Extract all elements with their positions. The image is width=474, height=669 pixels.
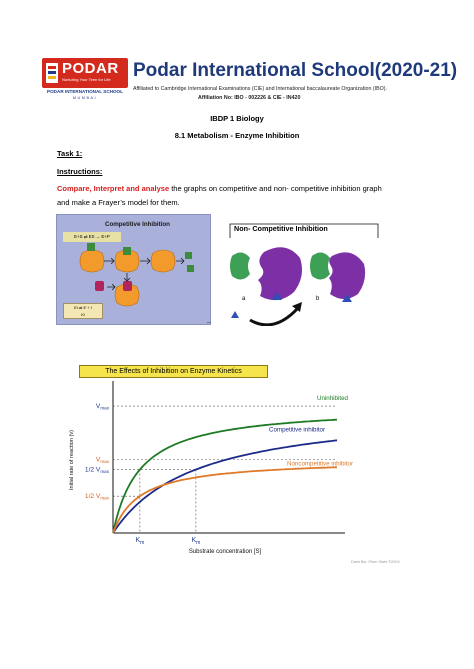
chart-title: The Effects of Inhibition on Enzyme Kinetics [105, 368, 242, 375]
x-tick-label: $K_m$ [135, 537, 145, 546]
chart-plot [65, 363, 405, 569]
course-heading: IBDP 1 Biology [210, 114, 264, 123]
inhibitor-shape [231, 311, 239, 318]
logo-word: PODAR [62, 60, 119, 77]
school-logo [42, 58, 128, 102]
product-shape [185, 252, 192, 259]
logo-emblem-icon [45, 60, 59, 86]
series-line [113, 420, 337, 533]
series-label: Competitive inhibitor [269, 426, 326, 434]
noncompetitive-figure-title: Non- Competitive Inhibition [234, 224, 328, 233]
substrate-shape [87, 243, 95, 251]
affiliation-line-2: Affiliation No: IBO - 002226 & CIE - IN420 [198, 95, 301, 101]
enzyme-kinetics-chart [65, 363, 405, 569]
instruction-line-1 [57, 184, 382, 193]
enzyme-shape [151, 250, 175, 272]
x-axis-title: Substrate concentration [S] [188, 549, 262, 555]
y-tick-label: $V_{max}$ [95, 456, 109, 464]
chart-watermark: Dash Bio. Penn State ©2004 [351, 560, 400, 564]
series-line [113, 440, 337, 533]
affiliation-line-1: Affiliated to Cambridge International Examinations (CIE) and International baccalaureate Organization (IBO). [133, 86, 387, 92]
instructions-heading: Instructions: [57, 167, 103, 176]
y-tick-label: $V_{max}$ [95, 403, 109, 411]
reaction-arrow [176, 258, 184, 264]
instruction-line-2: and make a Frayer’s model for them. [57, 198, 180, 207]
series-label: Uninhibited [317, 395, 348, 403]
substrate-shape [123, 247, 131, 255]
curved-arrow [250, 308, 298, 325]
school-title: Podar International School(2020-21) [133, 60, 458, 81]
series-line [113, 467, 337, 533]
instruction-text: the graphs on competitive and non- competitive inhibition graph [169, 184, 382, 193]
enzyme-shape [329, 252, 365, 299]
label-b: b [316, 296, 320, 302]
noncompetitive-diagram [228, 222, 380, 326]
competitive-equation: E+S ⇌ ES → E+P [63, 232, 121, 242]
instruction-highlight: Compare, Interpret and analyse [57, 184, 170, 193]
stray-mark: _ [207, 316, 211, 323]
ki-label: Ki [81, 312, 85, 317]
inhibitor-shape [95, 281, 104, 291]
logo-banner [42, 58, 128, 88]
enzyme-shape [80, 250, 104, 272]
logo-city: MUMBAI [72, 96, 98, 100]
competitive-inhibition-figure [56, 214, 211, 325]
label-a: a [242, 296, 246, 302]
reaction-arrow [107, 284, 115, 290]
competitive-ki-box [63, 303, 103, 319]
product-shape [187, 265, 194, 272]
x-tick-label: $K_m$ [191, 537, 201, 546]
substrate-shape [310, 252, 330, 279]
y-tick-label: 1/2 $V_{max}$ [84, 493, 109, 501]
competitive-figure-title: Competitive Inhibition [105, 221, 170, 228]
logo-school-name: PODAR INTERNATIONAL SCHOOL [47, 89, 123, 94]
inhibitor-shape [123, 281, 132, 291]
logo-tagline: Nurturing Your Teen for Life [62, 77, 111, 82]
series-label: Noncompetitive inhibitor [287, 460, 354, 468]
ki-equation: EI ⇌ E + I [74, 305, 92, 310]
y-tick-label: 1/2 $V_{max}$ [84, 466, 109, 475]
topic-heading: 8.1 Metabolism - Enzyme Inhibition [174, 131, 300, 140]
enzyme-shape [258, 247, 302, 300]
reaction-arrow [104, 258, 114, 264]
reaction-arrow [140, 258, 150, 264]
task-label: Task 1: [57, 149, 83, 158]
substrate-shape [230, 252, 250, 279]
reaction-arrow [124, 273, 130, 281]
y-axis-title: Initial rate of reaction (v) [69, 429, 75, 491]
noncompetitive-inhibition-figure [228, 222, 380, 326]
